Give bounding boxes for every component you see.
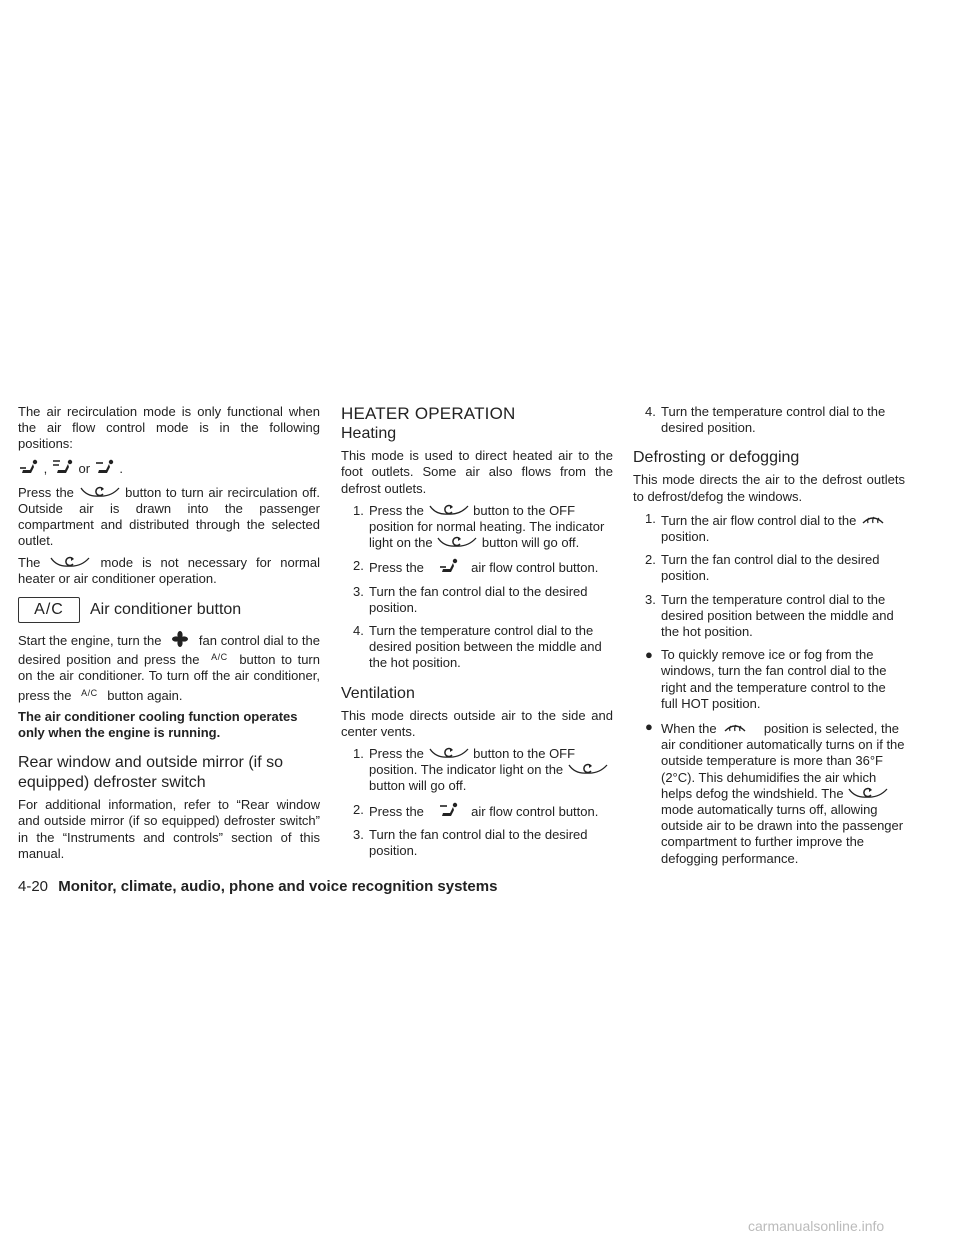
ac-inline-label: A/C	[211, 652, 228, 663]
ventilation-step-3: 3. Turn the fan control dial to the desired position.	[353, 826, 588, 859]
rear-defroster-heading: Rear window and outside mirror (if so equipped) defroster switch	[18, 754, 283, 792]
heating-step-1: 1. Press the button to the OFF position for normal heating. The indicator light on the button will go off.	[353, 502, 605, 551]
ventilation-step-2: 2. Press the air flow control button.	[353, 801, 599, 819]
heating-step-2: 2. Press the air flow control button.	[353, 558, 599, 576]
column-left	[18, 404, 320, 867]
column-right	[633, 404, 905, 874]
recirculation-icon	[436, 535, 478, 549]
defrost-step-1: 1. Turn the air flow control dial to the position.	[633, 511, 905, 545]
defrost-bullet-2: ● When the position is selected, the air conditioner automatically turns on if the outside temperature is more than 36°F (2°C). This dehumidifies the air which helps defog the windshield. The mode automatically turns off, allowing outside air to be drawn into the passenger compartment to further improve the defogging performance.	[645, 719, 905, 866]
recirculation-icon	[428, 746, 470, 760]
defrost-step-3: 3. Turn the temperature control dial to the desired position between the middle and the hot position.	[645, 591, 894, 640]
ventilation-paragraph: This mode directs outside air to the side and center vents.	[341, 707, 613, 739]
recirculation-icon	[428, 503, 470, 517]
watermark: carmanualsonline.info	[748, 1218, 885, 1234]
recirc-off-paragraph: Press the button to turn air recirculation off. Outside air is drawn into the passenger compartment and distributed through the selected outlet.	[18, 484, 320, 549]
rear-defroster-paragraph: For additional information, refer to “Rear window and outside mirror (if so equipped) defroster switch” in the “Instruments and controls” section of this manual.	[18, 797, 320, 861]
defrost-heading: Defrosting or defogging	[633, 449, 800, 467]
ventilation-step-4: 4. Turn the temperature control dial to the desired position.	[645, 404, 886, 436]
defrost-bullet-1: ● To quickly remove ice or fog from the windows, turn the fan control dial to the right and the temperature control to the full HOT position.	[645, 647, 887, 711]
section-title: HEATER OPERATION	[341, 404, 516, 423]
page-number: 4-20	[18, 878, 49, 895]
ventilation-step-1: 1. Press the button to the OFF position. The indicator light on the button will go off.	[341, 746, 613, 795]
ac-section-heading	[18, 597, 320, 623]
section-footer-title: Monitor, climate, audio, phone and voice recognition systems	[58, 878, 498, 895]
face-airflow-icon	[94, 459, 116, 475]
defrost-foot-airflow-icon	[51, 459, 75, 475]
defrost-paragraph: This mode directs the air to the defrost outlets to defrost/defog the windows.	[633, 472, 905, 504]
recirculation-icon	[567, 762, 609, 776]
heating-paragraph: This mode is used to direct heated air to the foot outlets. Some air also flows from the defrost outlets.	[341, 448, 613, 496]
ventilation-heading: Ventilation	[341, 684, 415, 702]
ac-heading: Air conditioner button	[90, 600, 242, 618]
recirculation-icon	[79, 485, 121, 499]
recirculation-icon	[847, 786, 889, 800]
ac-button-symbol: A/C	[18, 597, 80, 623]
heating-step-3: 3. Turn the fan control dial to the desired position.	[353, 583, 588, 615]
front-defrost-icon	[720, 719, 760, 735]
recirculation-icon	[49, 555, 91, 569]
airflow-positions: , or .	[18, 459, 320, 477]
foot-airflow-icon	[428, 558, 468, 574]
recirc-paragraph: The air recirculation mode is only functional when the air flow control mode is in the following positions:	[18, 404, 320, 452]
defrost-step-2: 2. Turn the fan control dial to the desired position.	[645, 552, 880, 584]
recirc-note-paragraph: The mode is not necessary for normal heater or air conditioner operation.	[18, 554, 320, 586]
foot-airflow-icon	[18, 459, 40, 475]
heating-heading: Heating	[341, 425, 397, 443]
page-footer	[18, 878, 497, 895]
column-middle	[341, 404, 613, 866]
ac-inline-label: A/C	[81, 687, 98, 698]
heating-step-4: 4. Turn the temperature control dial to the desired position between the middle and the hot position.	[353, 623, 602, 671]
ac-warning: The air conditioner cooling function operates only when the engine is running.	[18, 708, 298, 741]
fan-icon	[165, 631, 195, 647]
face-airflow-icon	[428, 802, 468, 818]
ac-paragraph: Start the engine, turn the fan control dial to the desired position and press the $^{A/C}$ button to turn on the air conditioner. To turn off the air conditioner, press the $^{A/C}$ button again.	[18, 633, 320, 703]
front-defrost-icon	[860, 511, 886, 527]
